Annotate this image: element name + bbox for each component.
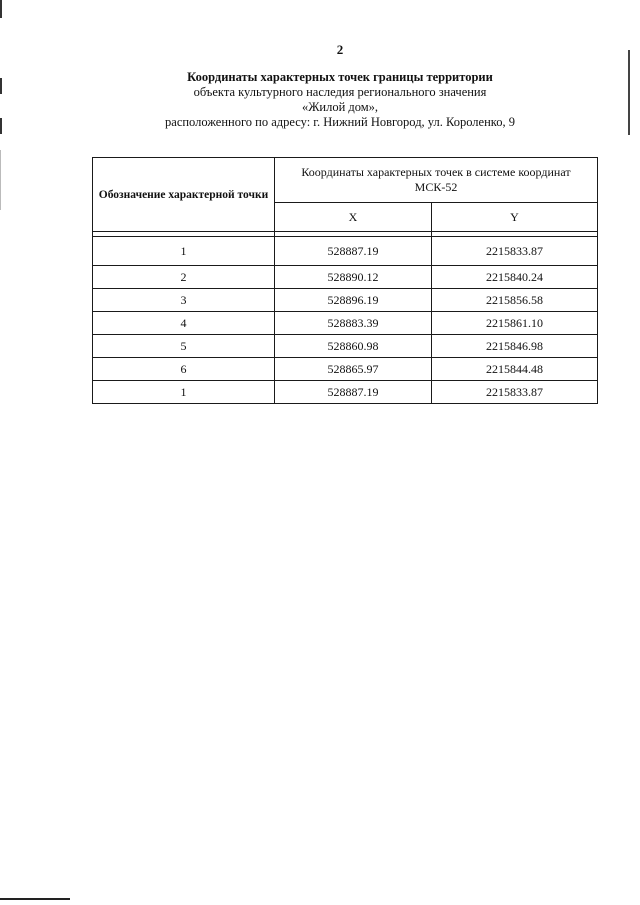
coordinates-table — [92, 157, 598, 404]
scan-margin-mark — [0, 150, 1, 210]
cell-x: 528890.12 — [275, 266, 432, 289]
table-row — [93, 289, 598, 312]
cell-y: 2215840.24 — [432, 266, 598, 289]
table-row — [93, 358, 598, 381]
table-row — [93, 312, 598, 335]
table-row — [93, 237, 598, 266]
cell-point: 2 — [93, 266, 275, 289]
cell-y: 2215856.58 — [432, 289, 598, 312]
cell-y: 2215833.87 — [432, 381, 598, 404]
header-x: X — [275, 203, 432, 232]
table-row — [93, 266, 598, 289]
cell-y: 2215846.98 — [432, 335, 598, 358]
cell-y: 2215844.48 — [432, 358, 598, 381]
header-system-label: Координаты характерных точек в системе координат МСК-52 — [275, 158, 598, 203]
footer-rule — [0, 898, 70, 900]
page-number: 2 — [336, 42, 344, 57]
cell-point: 1 — [93, 237, 275, 266]
heading-subtitle: объекта культурного наследия регионального значения — [193, 85, 487, 99]
cell-x: 528860.98 — [275, 335, 432, 358]
cell-point: 1 — [93, 381, 275, 404]
cell-x: 528883.39 — [275, 312, 432, 335]
cell-y: 2215861.10 — [432, 312, 598, 335]
cell-x: 528887.19 — [275, 237, 432, 266]
cell-point: 4 — [93, 312, 275, 335]
table-row — [93, 335, 598, 358]
header-point-label: Обозначение характерной точки — [93, 158, 275, 232]
table-header-row — [93, 158, 598, 203]
cell-x: 528865.97 — [275, 358, 432, 381]
cell-point: 3 — [93, 289, 275, 312]
cell-y: 2215833.87 — [432, 237, 598, 266]
document-heading — [0, 70, 640, 130]
heading-object-name: «Жилой дом», — [301, 100, 379, 114]
cell-x: 528887.19 — [275, 381, 432, 404]
heading-address: расположенного по адресу: г. Нижний Новгород, ул. Короленко, 9 — [165, 115, 515, 129]
table-row — [93, 381, 598, 404]
scan-margin-mark — [0, 0, 2, 18]
heading-title: Координаты характерных точек границы территории — [187, 70, 493, 84]
cell-point: 6 — [93, 358, 275, 381]
header-y: Y — [432, 203, 598, 232]
cell-point: 5 — [93, 335, 275, 358]
cell-x: 528896.19 — [275, 289, 432, 312]
